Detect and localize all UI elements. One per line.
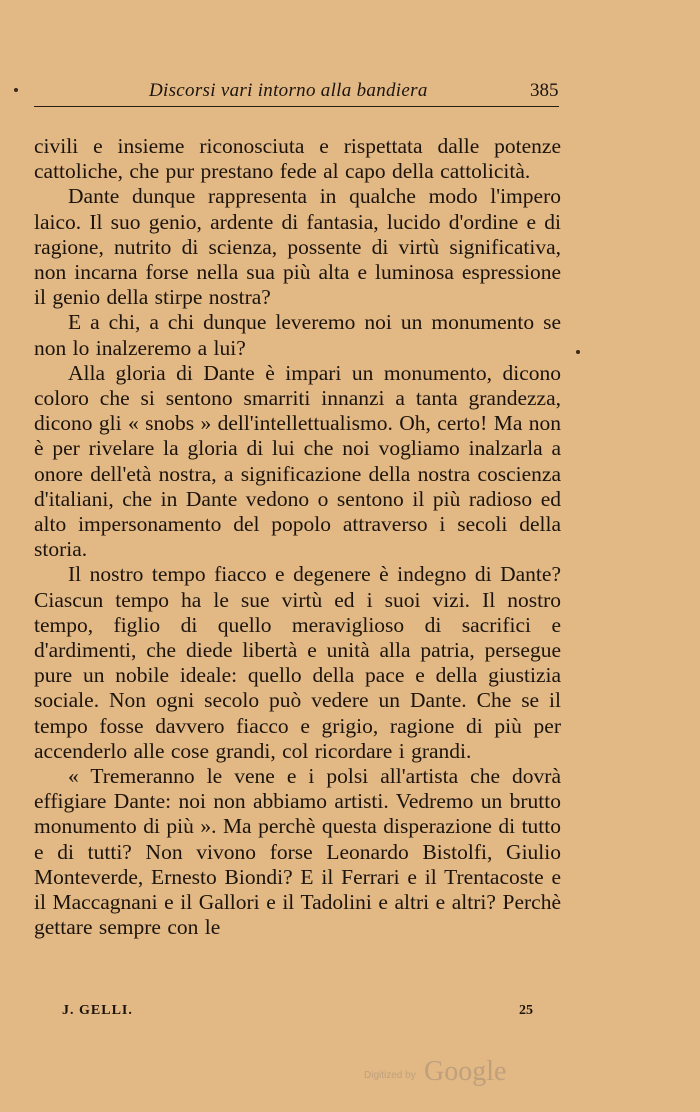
print-speck	[14, 88, 18, 92]
paragraph: « Tremeranno le vene e i polsi all'artista che dovrà effigiare Dante: noi non abbiamo artisti. Vedremo un brutto monumento di più ». Ma perchè questa disperazione di tutto e di tutti? Non vivono forse Leonardo Bistolfi, Giulio Monteverde, Ernesto Biondi? E il Ferrari e il Trentacoste e il Maccagnani e il Gallori e il Tadolini e altri e altri? Perchè gettare sempre con le	[34, 764, 561, 940]
body-text	[34, 134, 561, 941]
digitized-by-label: Digitized by	[364, 1070, 416, 1081]
header-rule	[34, 106, 559, 107]
running-head	[34, 76, 564, 110]
page-footer	[34, 1003, 561, 1027]
running-title: Discorsi vari intorno alla bandiera	[149, 80, 428, 101]
print-speck	[576, 350, 580, 354]
sheet-number: 25	[519, 1003, 533, 1018]
paragraph: Alla gloria di Dante è impari un monumento, dicono coloro che si sentono smarriti innanzi a tanta grandezza, dicono gli « snobs » dell'intellettualismo. Oh, certo! Ma non è per rivelare la gloria di lui che noi vogliamo inalzarla a onore dell'età nostra, a significazione della nostra coscienza d'italiani, che in Dante vedono o sentono il più radioso ed alto impersonamento del popolo attraverso i secoli della storia.	[34, 360, 562, 562]
paragraph: Dante dunque rappresenta in qualche modo l'impero laico. Il suo genio, ardente di fantasia, lucido d'ordine e di ragione, nutrito di scienza, possente di virtù significativa, non incarna forse nella sua più alta e luminosa espressione il genio della stirpe nostra?	[34, 184, 561, 310]
paragraph: civili e insieme riconosciuta e rispettata dalle potenze cattoliche, che pur prestano fede al capo della cattolicità.	[34, 134, 561, 184]
paragraph: Il nostro tempo fiacco e degenere è indegno di Dante? Ciascun tempo ha le sue virtù ed i suoi vizi. Il nostro tempo, figlio di quello meraviglioso di sacrifici e d'ardimenti, che diede libertà e unità alla patria, persegue pure un nobile ideale: quello della pace e della giustizia sociale. Non ogni secolo può vedere un Dante. Che se il tempo fosse davvero fiacco e grigio, ragione di più per accenderlo alle cose grandi, col ricordare i grandi.	[34, 562, 561, 763]
signature-mark: J. GELLI.	[62, 1003, 133, 1018]
paragraph: E a chi, a chi dunque leveremo noi un monumento se non lo inalzeremo a lui?	[34, 310, 561, 360]
page-number: 385	[530, 80, 559, 101]
google-logo: Google	[424, 1056, 507, 1087]
